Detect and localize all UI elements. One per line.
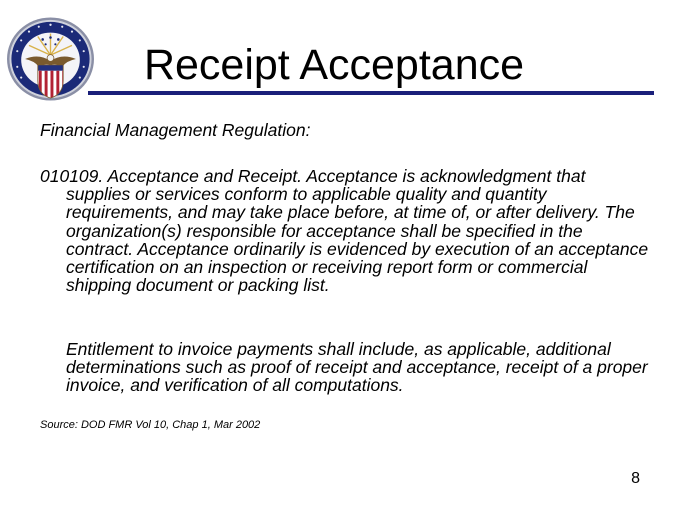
agency-seal-icon <box>5 16 96 102</box>
slide-title: Receipt Acceptance <box>143 41 525 89</box>
source-citation: Source: DOD FMR Vol 10, Chap 1, Mar 2002 <box>40 419 261 431</box>
page-number: 8 <box>631 470 640 487</box>
entitlement-paragraph: Entitlement to invoice payments shall include, as applicable, additional determinations such as proof of receipt and acceptance, receipt of a proper invoice, and verification of all computations. <box>66 339 648 396</box>
acceptance-paragraph: 010109. Acceptance and Receipt. Acceptance is acknowledgment that supplies or services conform to applicable quality and quantity requirements, and may take place before, at time of, or after delivery. The organization(s) responsible for acceptance shall be specified in the contract. Acceptance ordinarily is evidenced by execution of an acceptance certification on an inspection or receiving report form or commercial shipping document or packing list. <box>40 166 649 296</box>
title-underline <box>88 91 654 95</box>
regulation-heading: Financial Management Regulation: <box>40 120 311 140</box>
